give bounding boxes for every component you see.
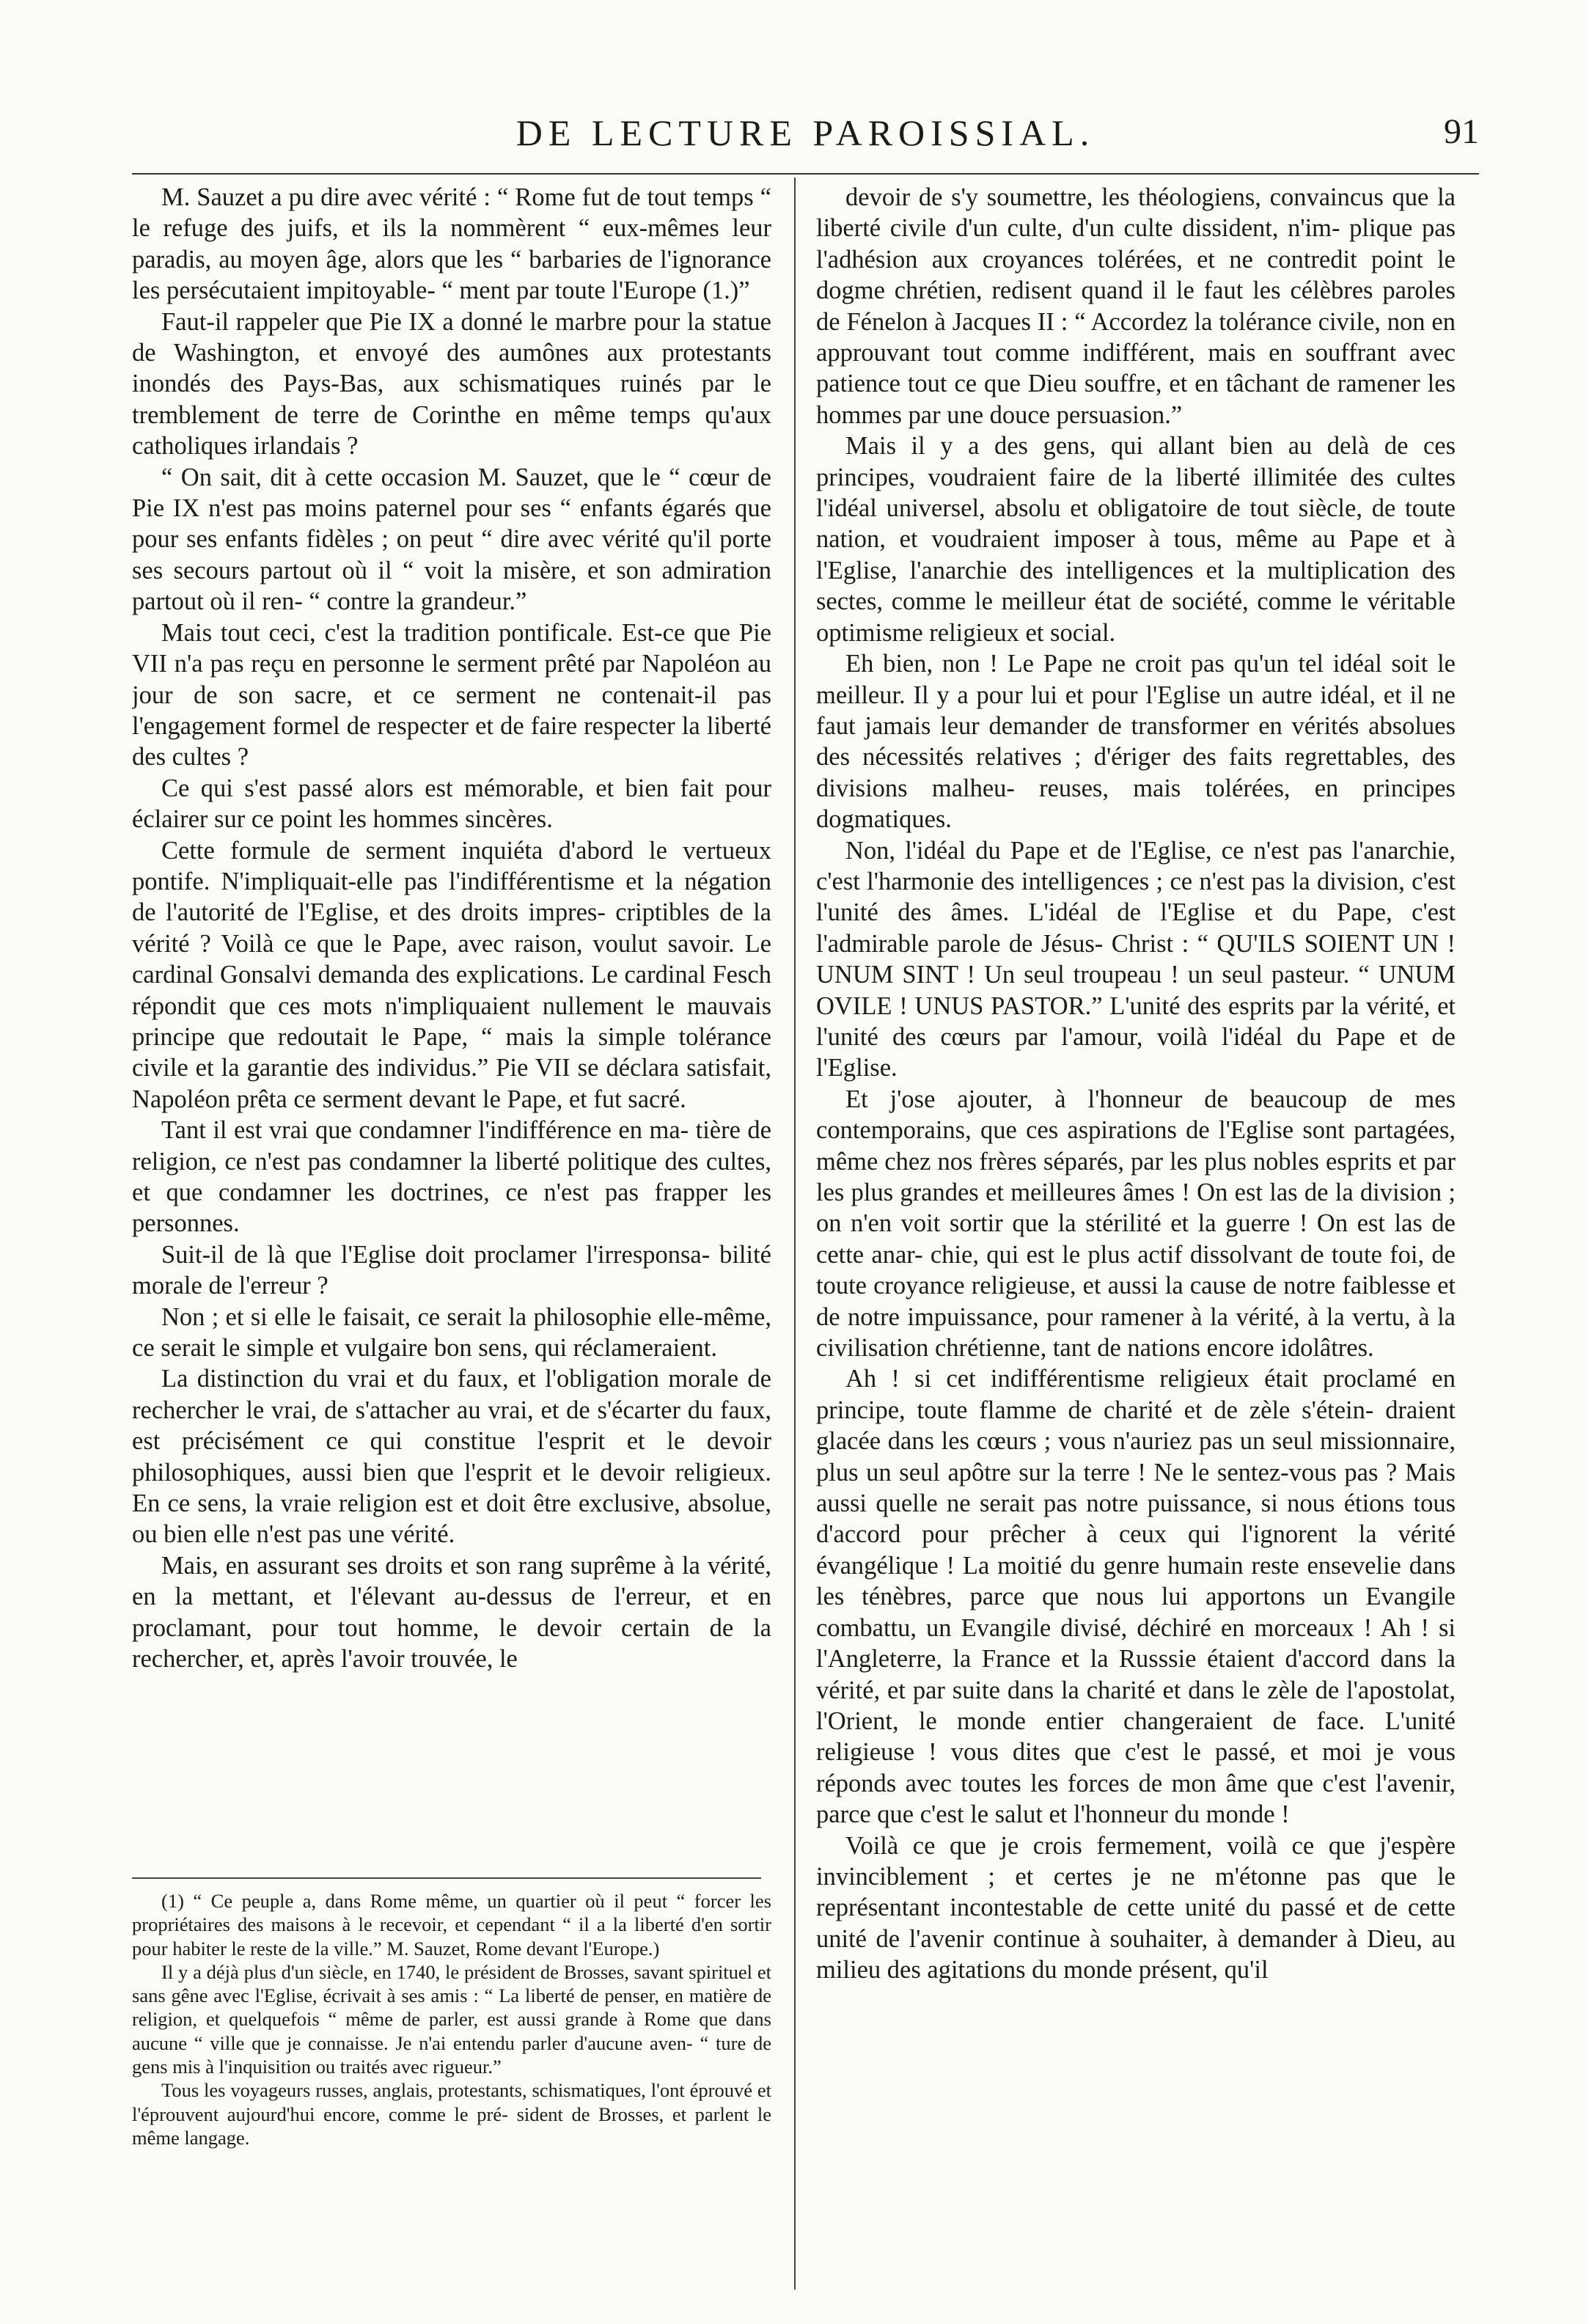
column-divider (794, 177, 796, 2290)
paragraph: Mais, en assurant ses droits et son rang suprême à la vérité, en la mettant, et l'élevant au-dessus de l'erreur, et en proclamant, pour tout homme, le devoir certain de la rechercher, et, après l'avoir trouvée, le (132, 1551, 771, 1674)
paragraph: Voilà ce que je crois fermement, voilà ce que j'espère invinciblement ; et certes je ne m'étonne pas que le représentant incontestable de cette unité du passé et de cette unité de l'avenir continue à souhaiter, à demander à Dieu, au milieu des agitations du monde présent, qu'il (816, 1831, 1456, 1984)
paragraph: devoir de s'y soumettre, les théologiens, convaincus que la liberté civile d'un culte, d'un culte dissident, n'im- plique pas l'adhésion aux croyances tolérées, et ne contredit point le dogme chrétien, redisent quand il le faut les célèbres paroles de Fénelon à Jacques II : “ Accordez la tolérance civile, non en approuvant tout comme indifférent, mais en souffrant avec patience tout ce que Dieu souffre, et en tâchant de ramener les hommes par une douce persuasion.” (816, 183, 1456, 429)
header-rule (132, 173, 1479, 175)
paragraph: Non ; et si elle le faisait, ce serait la philosophie elle-même, ce serait le simple et vulgaire bon sens, qui réclameraient. (132, 1302, 771, 1363)
paragraph: Ce qui s'est passé alors est mémorable, et bien fait pour éclairer sur ce point les hommes sincères. (132, 774, 771, 834)
footnotes (132, 1889, 771, 2285)
paragraph: Et j'ose ajouter, à l'honneur de beaucoup de mes contemporains, que ces aspirations de l'Eglise sont partagées, même chez nos frères séparés, par les plus nobles esprits et par les plus grandes et meilleures âmes ! On est las de la division ; on n'en voit sortir que la stérilité et la guerre ! On est las de cette anar- chie, qui est le plus actif dissolvant de toute foi, de toute croyance religieuse, et aussi la cause de notre faiblesse et de notre impuissance, pour ramener à la vérité, à la vertu, à la civilisation chrétienne, tant de nations encore idolâtres. (816, 1085, 1456, 1363)
paragraph: Suit-il de là que l'Eglise doit proclamer l'irresponsa- bilité morale de l'erreur ? (132, 1240, 771, 1300)
paragraph: M. Sauzet a pu dire avec vérité : “ Rome fut de tout temps “ le refuge des juifs, et ils la nommèrent “ eux-mêmes leur paradis, au moyen âge, alors que les “ barbaries de l'ignorance les persécutaient impitoyable- “ ment par toute l'Europe (1.)” (132, 183, 771, 305)
paragraph: Tant il est vrai que condamner l'indifférence en ma- tière de religion, ce n'est pas condamner la liberté politique des cultes, et que condamner les doctrines, ce n'est pas frapper les personnes. (132, 1116, 771, 1238)
left-column-body (132, 182, 771, 1847)
paragraph: Mais tout ceci, c'est la tradition pontificale. Est-ce que Pie VII n'a pas reçu en personne le serment prêté par Napoléon au jour de son sacre, et ce serment ne contenait-il pas l'engagement formel de respecter et de faire respecter la liberté des cultes ? (132, 618, 771, 771)
footnote-rule (132, 1877, 761, 1879)
page-number: 91 (1444, 112, 1479, 151)
footnote: (1) “ Ce peuple a, dans Rome même, un quartier où il peut “ forcer les propriétaires des maisons à le recevoir, et cependant “ il a la liberté d'en sortir pour habiter le reste de la ville.” M. Sauzet, Rome devant l'Europe.) (132, 1890, 771, 1960)
left-column (132, 182, 771, 1847)
paragraph: La distinction du vrai et du faux, et l'obligation morale de rechercher le vrai, de s'attacher au vrai, et de s'écarter du faux, est précisément ce qui constitue l'esprit et le devoir philosophiques, aussi bien que l'esprit et le devoir religieux. En ce sens, la vraie religion est et doit être exclusive, absolue, ou bien elle n'est pas une vérité. (132, 1365, 771, 1549)
running-title: DE LECTURE PAROISSIAL. (515, 112, 1096, 153)
footnote: Il y a déjà plus d'un siècle, en 1740, le président de Brosses, savant spirituel et sans gêne avec l'Eglise, écrivait à ses amis : “ La liberté de penser, en matière de religion, et quelquefois “ même de parler, est aussi grande à Rome que dans aucune “ ville que je connaisse. Je n'ai entendu parler d'aucune aven- “ ture de gens mis à l'inquisition ou traités avec rigueur.” (132, 1960, 771, 2078)
footnote: Tous les voyageurs russes, anglais, protestants, schismatiques, l'ont éprouvé et l'éprouvent aujourd'hui encore, comme le pré- sident de Brosses, et parlent le même langage. (132, 2079, 771, 2149)
paragraph: Ah ! si cet indifférentisme religieux était proclamé en principe, toute flamme de charité et de zèle s'étein- draient glacée dans les cœurs ; vous n'auriez pas un seul missionnaire, plus un seul apôtre sur la terre ! Ne le sentez-vous pas ? Mais aussi quelle ne serait pas notre puissance, si nous étions tous d'accord pour prêcher à ceux qui l'ignorent la vérité évangélique ! La moitié du genre humain reste ensevelie dans les ténèbres, parce que nous lui apportons un Evangile combattu, un Evangile divisé, déchiré en morceaux ! Ah ! si l'Angleterre, la France et la Russsie étaient d'accord dans la vérité, et par suite dans la charité et dans le zèle de l'apostolat, l'Orient, le monde entier changeraient de face. L'unité religieuse ! vous dites que c'est le passé, et moi je vous réponds avec toutes les forces de mon âme que c'est l'avenir, parce que c'est le salut et l'honneur du monde ! (816, 1365, 1456, 1829)
paragraph: Non, l'idéal du Pape et de l'Eglise, ce n'est pas l'anarchie, c'est l'harmonie des intelligences ; ce n'est pas la division, c'est l'unité des âmes. L'idéal de l'Eglise et du Pape, c'est l'admirable parole de Jésus- Christ : “ QU'ILS SOIENT UN ! UNUM SINT ! Un seul troupeau ! un seul pasteur. “ UNUM OVILE ! UNUS PASTOR.” L'unité des esprits par la vérité, et l'unité des cœurs par l'amour, voilà l'idéal du Pape et de l'Eglise. (816, 836, 1456, 1082)
paragraph: Faut-il rappeler que Pie IX a donné le marbre pour la statue de Washington, et envoyé des aumônes aux protestants inondés des Pays-Bas, aux schismatiques ruinés par le tremblement de terre de Corinthe en même temps qu'aux catholiques irlandais ? (132, 307, 771, 461)
paragraph: “ On sait, dit à cette occasion M. Sauzet, que le “ cœur de Pie IX n'est pas moins paternel pour ses “ enfants égarés que pour ses enfants fidèles ; on peut “ dire avec vérité qu'il porte ses secours partout où il “ voit la misère, et son admiration partout où il ren- “ contre la grandeur.” (132, 463, 771, 616)
page-header (132, 111, 1479, 170)
paragraph: Mais il y a des gens, qui allant bien au delà de ces principes, voudraient faire de la liberté illimitée des cultes l'idéal universel, absolu et obligatoire de tout siècle, de toute nation, et voudraient imposer à tous, même au Pape et à l'Eglise, l'anarchie des intelligences et la multiplication des sectes, comme le meilleur état de société, comme le véritable optimisme religieux et social. (816, 432, 1456, 647)
paragraph: Cette formule de serment inquiéta d'abord le vertueux pontife. N'impliquait-elle pas l'indifférentisme et la négation de l'autorité de l'Eglise, et des droits impres- criptibles de la vérité ? Voilà ce que le Pape, avec raison, voulut savoir. Le cardinal Gonsalvi demanda des explications. Le cardinal Fesch répondit que ces mots n'impliquaient nullement le mauvais principe que redoutait le Pape, “ mais la simple tolérance civile et la garantie des individus.” Pie VII se déclara satisfait, Napoléon prêta ce serment devant le Pape, et fut sacré. (132, 836, 771, 1113)
paragraph: Eh bien, non ! Le Pape ne croit pas qu'un tel idéal soit le meilleur. Il y a pour lui et pour l'Eglise un autre idéal, et il ne faut jamais leur demander de transformer en vérités absolues des nécessités relatives ; d'ériger des faits regrettables, des divisions malheu- reuses, mais tolérées, en principes dogmatiques. (816, 650, 1456, 834)
right-column-body (816, 182, 1456, 2287)
right-column (816, 182, 1456, 2287)
